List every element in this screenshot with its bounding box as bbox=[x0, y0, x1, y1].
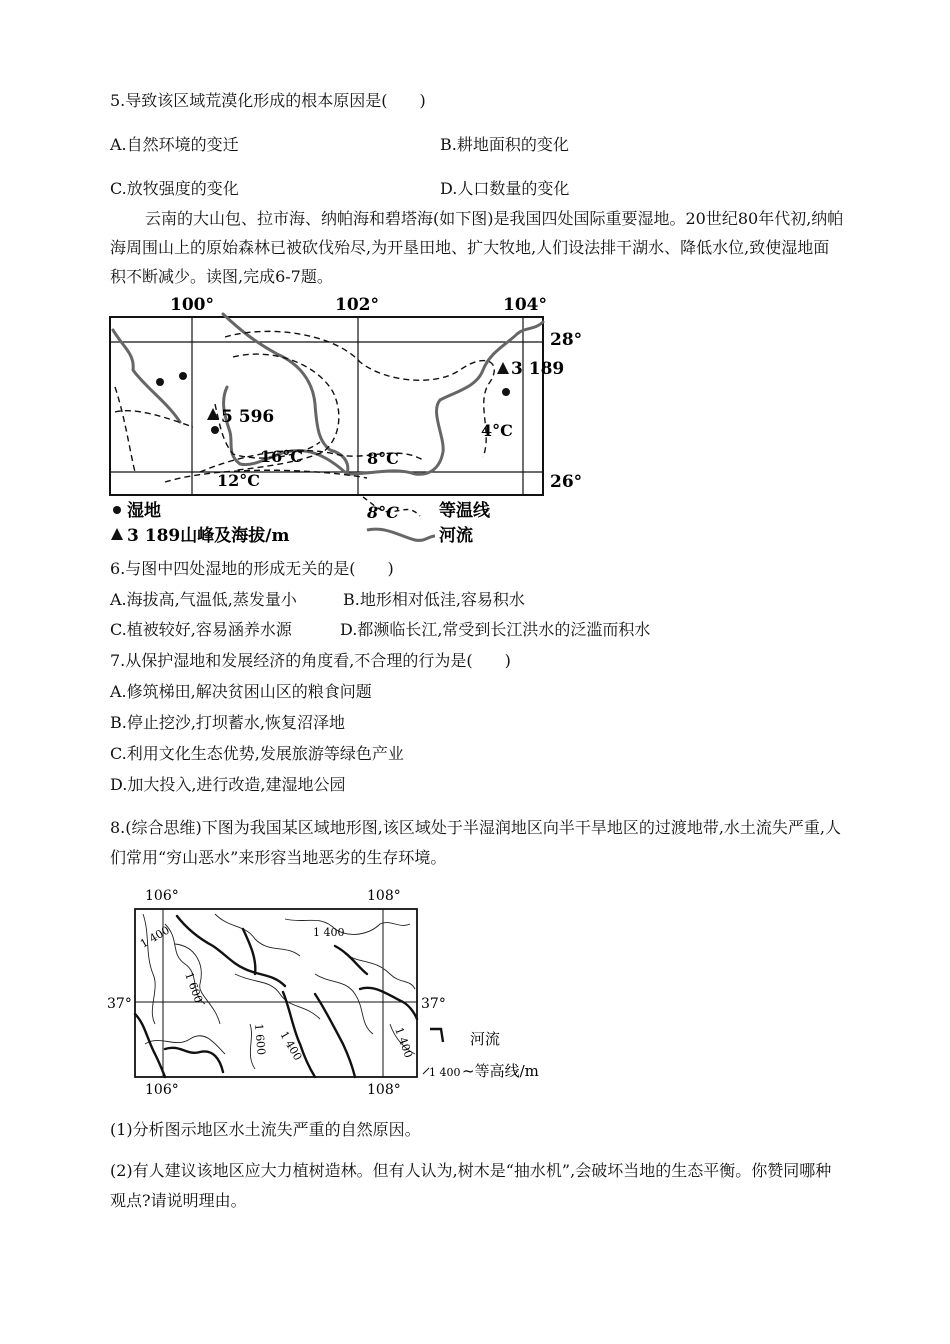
legend-contour-label: ~等高线/m bbox=[462, 1062, 539, 1080]
legend-river-sample bbox=[367, 529, 435, 540]
q8-stem: 8.(综合思维)下图为我国某区域地形图,该区域处于半湿润地区向半干旱地区的过渡地带,水土流失严重,人们常用“穷山恶水”来形容当地恶劣的生存环境。 bbox=[110, 818, 842, 867]
contour-lines bbox=[143, 914, 415, 1069]
peak-marker bbox=[207, 408, 219, 420]
q8-sub1: (1)分析图示地区水土流失严重的自然原因。 bbox=[110, 1120, 421, 1139]
q5-option-c: C.放牧强度的变化 bbox=[110, 179, 239, 198]
map1-markers bbox=[156, 362, 510, 434]
wetland-marker bbox=[502, 388, 510, 396]
contour-label-1600-b: 1 600 bbox=[252, 1023, 268, 1056]
legend-peak-triangle bbox=[111, 528, 123, 540]
lat-label-26: 26° bbox=[550, 472, 583, 492]
contour-label-1400-c: 1 400 bbox=[277, 1029, 305, 1063]
q5-option-b: B.耕地面积的变化 bbox=[440, 135, 569, 154]
map1-frame bbox=[110, 317, 543, 495]
legend-wetland-dot bbox=[113, 506, 121, 514]
q7-stem: 7.从保护湿地和发展经济的角度看,不合理的行为是( ) bbox=[110, 651, 511, 670]
wetland-marker bbox=[179, 372, 187, 380]
lat-right-37: 37° bbox=[421, 996, 446, 1012]
legend-peak-label: 3 189山峰及海拔/m bbox=[127, 526, 290, 546]
legend-river-symbol bbox=[430, 1029, 443, 1042]
q6-option-c: C.植被较好,容易涵养水源 bbox=[110, 620, 292, 639]
q6-stem: 6.与图中四处湿地的形成无关的是( ) bbox=[110, 559, 394, 578]
q7-option-c: C.利用文化生态优势,发展旅游等绿色产业 bbox=[110, 744, 404, 763]
contour-label-1400-b: 1 400 bbox=[138, 923, 172, 951]
wetland-marker bbox=[156, 378, 164, 386]
q6-option-a: A.海拔高,气温低,蒸发量小 bbox=[110, 590, 297, 609]
map2-frame bbox=[135, 909, 417, 1077]
q5-stem: 5.导致该区域荒漠化形成的根本原因是( ) bbox=[110, 91, 426, 110]
legend-river-label: 河流 bbox=[470, 1030, 501, 1048]
isotherm-label-4c: 4°C bbox=[481, 421, 513, 440]
wetland-map bbox=[105, 292, 583, 547]
q5-option-a: A.自然环境的变迁 bbox=[110, 135, 239, 154]
wetland-marker bbox=[211, 426, 219, 434]
contour-label-1600-a: 1 600 bbox=[182, 970, 206, 1005]
contour-label-1400-a: 1 400 bbox=[313, 926, 345, 939]
peak-marker bbox=[497, 362, 509, 374]
isotherm-label-16c: 16°C bbox=[260, 447, 303, 466]
map2-legend bbox=[423, 1029, 539, 1080]
q6-option-b: B.地形相对低洼,容易积水 bbox=[343, 590, 525, 609]
legend-wetland-label: 湿地 bbox=[127, 501, 161, 521]
river-lines bbox=[113, 314, 543, 474]
contour-label-1400-d: 1 400 bbox=[392, 1025, 416, 1060]
lon-top-108: 108° bbox=[367, 888, 401, 904]
isotherm-label-8c: 8°C bbox=[367, 449, 399, 468]
q5-option-d: D.人口数量的变化 bbox=[440, 179, 570, 198]
legend-contour-sample: 1 400 bbox=[429, 1066, 461, 1079]
lon-bottom-108: 108° bbox=[367, 1082, 401, 1098]
map1-legend bbox=[111, 497, 491, 546]
legend-isotherm-sample-label: 8°C bbox=[367, 503, 399, 522]
lat-left-37: 37° bbox=[107, 996, 132, 1012]
q7-option-b: B.停止挖沙,打坝蓄水,恢复沼泽地 bbox=[110, 713, 346, 732]
q7-option-a: A.修筑梯田,解决贫困山区的粮食问题 bbox=[110, 682, 372, 701]
lon-bottom-106: 106° bbox=[145, 1082, 179, 1098]
q8-sub2: (2)有人建议该地区应大力植树造林。但有人认为,树木是“抽水机”,会破坏当地的生态平衡。你赞同哪种观点?请说明理由。 bbox=[110, 1161, 832, 1210]
lon-top-106: 106° bbox=[145, 888, 179, 904]
isotherm-label-12c: 12°C bbox=[217, 471, 260, 490]
lon-label-104: 104° bbox=[503, 295, 547, 315]
lat-label-28: 28° bbox=[550, 330, 583, 350]
rivers bbox=[135, 916, 417, 1077]
peak-elevation-5596: 5 596 bbox=[221, 407, 275, 427]
lon-label-102: 102° bbox=[335, 295, 379, 315]
legend-isotherm-label: 等温线 bbox=[439, 501, 490, 521]
terrain-map bbox=[105, 884, 550, 1099]
lon-label-100: 100° bbox=[170, 295, 214, 315]
q6-option-d: D.都濒临长江,常受到长江洪水的泛滥而积水 bbox=[340, 620, 651, 639]
peak-elevation-3189: 3 189 bbox=[511, 359, 565, 379]
q7-option-d: D.加大投入,进行改造,建湿地公园 bbox=[110, 775, 346, 794]
legend-river-label: 河流 bbox=[439, 526, 473, 546]
passage-wetlands: 云南的大山包、拉市海、纳帕海和碧塔海(如下图)是我国四处国际重要湿地。20世纪80年代初,纳帕海周围山上的原始森林已被砍伐殆尽,为开垦田地、扩大牧地,人们设法排干湖水、降低水位,致使湿地面积不断减少。读图,完成6-7题。 bbox=[110, 209, 844, 286]
